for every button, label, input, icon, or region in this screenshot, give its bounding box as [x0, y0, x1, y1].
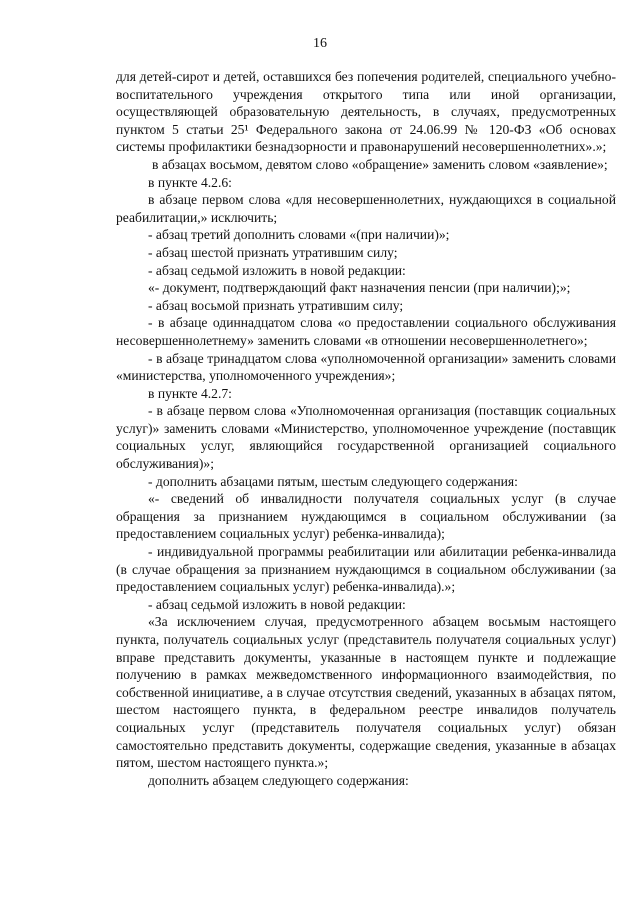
paragraph-continuation: для детей-сирот и детей, оставшихся без попечения родителей, специального учебно-воспитательного учреждения открытого типа или иной организации, осуществляющей образовательную деятельность, в случаях, предусмотренных пунктом 5 статьи 25¹ Федерального закона от 24.06.99 № 120-ФЗ «Об основах системы профилактики безнадзорности и правонарушений несовершеннолетних».»; — [116, 69, 616, 155]
paragraph-abzac-seventh-new: - абзац седьмой изложить в новой редакции: — [148, 596, 406, 612]
paragraph-abzac-eighth: - абзац восьмой признать утратившим силу; — [148, 297, 404, 313]
paragraph-abzac-eleventh: - в абзаце одиннадцатом слова «о предоставлении социального обслуживания несовершеннолетнему» заменить словами «в отношении несовершеннолетнего»; — [116, 315, 616, 348]
paragraph-abzac-first-ministry: - в абзаце первом слова «Уполномоченная организация (поставщик социальных услуг)» заменить словами «Министерство, уполномоченное учреждение (поставщик социальных услуг, являющийся государственной организацией социального обслуживания)»; — [116, 403, 616, 472]
paragraph-abzac-third: - абзац третий дополнить словами «(при наличии)»; — [148, 227, 450, 243]
paragraph-rehab-program: - индивидуальной программы реабилитации или абилитации ребенка-инвалида (в случае обращения за признанием нуждающимся в социальном обслуживании (за предоставлением социальных услуг) ребенка-инвалида).»; — [116, 544, 616, 595]
page-number: 16 — [313, 36, 327, 51]
paragraph-point-4-2-6: в пункте 4.2.6: — [148, 174, 232, 190]
paragraph-amend-zayavlenie: в абзацах восьмом, девятом слово «обращение» заменить словом «заявление»; — [152, 156, 608, 172]
paragraph-abzac-thirteenth: - в абзаце тринадцатом слова «уполномоченной организации» заменить словами «министерства, уполномоченного учреждения»; — [116, 350, 616, 384]
paragraph-add-abzacs: - дополнить абзацами пятым, шестым следующего содержания: — [148, 473, 518, 489]
paragraph-exception-case: «За исключением случая, предусмотренного абзацем восьмым настоящего пункта, получатель социальных услуг (представитель получателя социальных услуг) вправе представить документы, указанные в настоящем пункте и подлежащие получению в рамках межведомственного информационного взаимодействия, по собственной инициативе, а в случае отсутствия сведений, указанных в абзацах пятом, шестом настоящего пункта, в федеральном реестре инвалидов получатель социальных услуг (представитель получателя социальных услуг) обязан самостоятельно представить документы, содержащие сведения, указанные в абзацах пятом, шестом настоящего пункта.»; — [116, 614, 616, 771]
paragraph-point-4-2-7: в пункте 4.2.7: — [148, 385, 232, 401]
paragraph-pension-document: «- документ, подтверждающий факт назначения пенсии (при наличии);»; — [148, 280, 571, 296]
paragraph-disability-info: «- сведений об инвалидности получателя социальных услуг (в случае обращения за признанием нуждающимся в социальном обслуживании (за предоставлением социальных услуг) ребенка-инвалида); — [116, 491, 616, 542]
paragraph-abzac-seventh: - абзац седьмой изложить в новой редакции: — [148, 262, 406, 278]
document-body — [116, 68, 616, 789]
paragraph-abzac-sixth: - абзац шестой признать утратившим силу; — [148, 244, 398, 260]
paragraph-add-abzac: дополнить абзацем следующего содержания: — [148, 772, 409, 788]
paragraph-abzac-first: в абзаце первом слова «для несовершеннолетних, нуждающихся в социальной реабилитации,» исключить; — [116, 192, 616, 225]
